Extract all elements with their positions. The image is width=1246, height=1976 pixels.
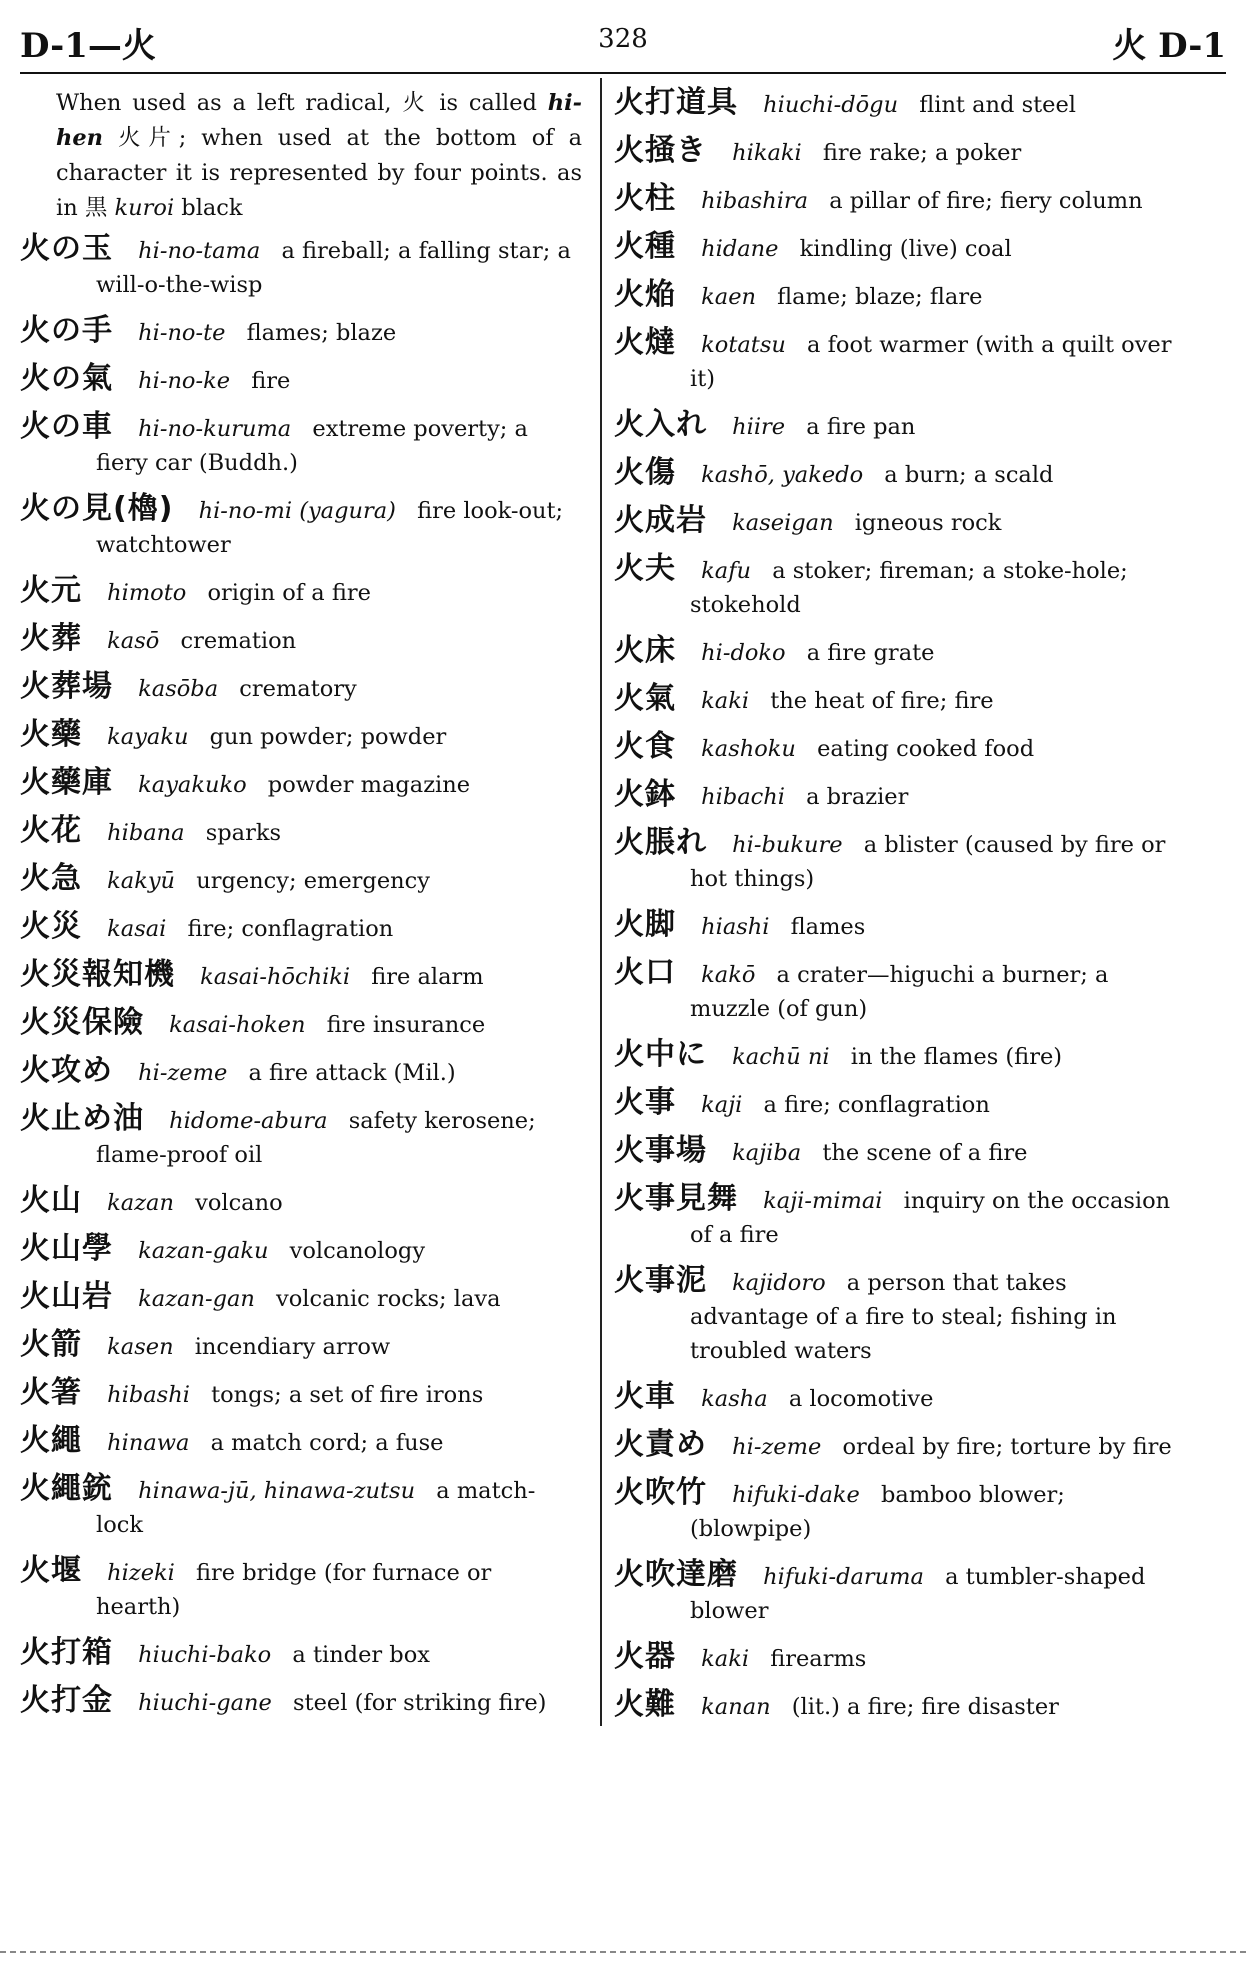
dictionary-entry bbox=[614, 134, 1180, 170]
intro-radical-name: hi-hen bbox=[56, 90, 583, 151]
entry-headword: 火柱 bbox=[614, 181, 676, 216]
intro-radical-kanji: 火片 bbox=[103, 125, 179, 151]
dictionary-entry bbox=[20, 670, 582, 706]
entry-reading: kakyū bbox=[107, 868, 176, 894]
entry-definition: volcano bbox=[195, 1190, 283, 1216]
dictionary-entry bbox=[614, 456, 1180, 492]
entry-reading: kakō bbox=[701, 962, 756, 988]
entry-headword: 火葬場 bbox=[20, 669, 113, 704]
header-right-section-marker: 火 D-1 bbox=[1112, 26, 1226, 66]
entry-headword: 火打道具 bbox=[614, 85, 738, 120]
intro-text: When used as a left radical, bbox=[56, 90, 403, 116]
entry-reading: kotatsu bbox=[701, 332, 786, 358]
entry-reading: kajidoro bbox=[732, 1270, 826, 1296]
dictionary-entry bbox=[614, 326, 1180, 396]
intro-example-kanji: 黒 bbox=[84, 195, 108, 221]
dictionary-entry bbox=[614, 552, 1180, 622]
entry-definition: powder magazine bbox=[267, 772, 471, 798]
entry-reading: kazan bbox=[107, 1190, 174, 1216]
entry-definition: extreme poverty; a fiery car (Buddh.) bbox=[96, 416, 528, 476]
entry-headword: 火山學 bbox=[20, 1231, 113, 1266]
entry-reading: hiire bbox=[732, 414, 786, 440]
intro-space bbox=[107, 195, 114, 221]
entry-headword: 火事場 bbox=[614, 1133, 707, 1168]
entry-definition: fire bridge (for furnace or hearth) bbox=[96, 1560, 492, 1620]
entry-headword: 火箸 bbox=[20, 1375, 82, 1410]
entry-headword: 火の玉 bbox=[20, 231, 113, 266]
dictionary-entry bbox=[20, 492, 582, 562]
entry-definition: a crater—higuchi a burner; a muzzle (of gun) bbox=[690, 962, 1109, 1022]
dictionary-entry bbox=[20, 1684, 582, 1720]
entry-definition: safety kerosene; flame-proof oil bbox=[96, 1108, 536, 1168]
entry-definition: a match-lock bbox=[96, 1478, 536, 1538]
entry-reading: kafu bbox=[701, 558, 752, 584]
entry-definition: firearms bbox=[770, 1646, 867, 1672]
entry-headword: 火事見舞 bbox=[614, 1181, 738, 1216]
entry-headword: 火事 bbox=[614, 1085, 676, 1120]
entry-reading: hikaki bbox=[732, 140, 802, 166]
entry-definition: igneous rock bbox=[854, 510, 1002, 536]
dictionary-entry bbox=[20, 1006, 582, 1042]
dictionary-entry bbox=[614, 634, 1180, 670]
entry-reading: hi-zeme bbox=[138, 1060, 228, 1086]
entry-headword: 火吹達磨 bbox=[614, 1557, 738, 1592]
entry-reading: hinawa-jū, hinawa-zutsu bbox=[138, 1478, 416, 1504]
dictionary-entry bbox=[614, 278, 1180, 314]
entry-reading: kayaku bbox=[107, 724, 189, 750]
entry-headword: 火夫 bbox=[614, 551, 676, 586]
intro-example-meaning: black bbox=[174, 195, 243, 221]
intro-example-reading: kuroi bbox=[114, 195, 175, 221]
dictionary-entry bbox=[614, 778, 1180, 814]
entry-headword: 火葬 bbox=[20, 621, 82, 656]
entry-headword: 火の氣 bbox=[20, 361, 113, 396]
entry-headword: 火打金 bbox=[20, 1683, 113, 1718]
dictionary-entry bbox=[614, 182, 1180, 218]
dictionary-entry bbox=[20, 862, 582, 898]
dictionary-entry bbox=[20, 314, 582, 350]
dictionary-entry bbox=[614, 1134, 1180, 1170]
entry-reading: kaki bbox=[701, 1646, 750, 1672]
dictionary-entry bbox=[20, 1636, 582, 1672]
entry-headword: 火脹れ bbox=[614, 825, 707, 860]
entry-definition: flame; blaze; flare bbox=[777, 284, 983, 310]
entry-headword: 火の見(櫓) bbox=[20, 491, 174, 526]
entry-headword: 火藥 bbox=[20, 717, 82, 752]
entry-reading: kajiba bbox=[732, 1140, 802, 1166]
entry-reading: kashō, yakedo bbox=[701, 462, 864, 488]
entry-headword: 火責め bbox=[614, 1427, 707, 1462]
entry-definition: origin of a fire bbox=[207, 580, 371, 606]
dictionary-entry bbox=[20, 718, 582, 754]
entry-headword: 火打箱 bbox=[20, 1635, 113, 1670]
entry-definition: (lit.) a fire; fire disaster bbox=[791, 1694, 1059, 1720]
dictionary-entry bbox=[614, 408, 1180, 444]
entry-headword: 火燵 bbox=[614, 325, 676, 360]
dictionary-entry bbox=[20, 622, 582, 658]
entry-reading: hibashira bbox=[701, 188, 809, 214]
entry-definition: bamboo blower; (blowpipe) bbox=[690, 1482, 1065, 1542]
left-column bbox=[20, 86, 582, 1732]
entry-reading: kaki bbox=[701, 688, 750, 714]
entry-reading: kachū ni bbox=[732, 1044, 830, 1070]
entry-reading: hidane bbox=[701, 236, 779, 262]
entry-headword: 火難 bbox=[614, 1687, 676, 1722]
dictionary-entry bbox=[20, 1472, 582, 1542]
dictionary-entry bbox=[614, 956, 1180, 1026]
entry-reading: kasai-hōchiki bbox=[200, 964, 351, 990]
entry-headword: 火繩銃 bbox=[20, 1471, 113, 1506]
entry-definition: ordeal by fire; torture by fire bbox=[842, 1434, 1172, 1460]
entry-definition: eating cooked food bbox=[817, 736, 1035, 762]
entry-headword: 火藥庫 bbox=[20, 765, 113, 800]
dictionary-entry bbox=[20, 1424, 582, 1460]
entry-reading: hibachi bbox=[701, 784, 785, 810]
right-column bbox=[614, 86, 1180, 1736]
entry-reading: himoto bbox=[107, 580, 187, 606]
entry-headword: 火箭 bbox=[20, 1327, 82, 1362]
entry-definition: a blister (caused by fire or hot things) bbox=[690, 832, 1166, 892]
entry-headword: 火災 bbox=[20, 909, 82, 944]
entry-definition: fire; conflagration bbox=[187, 916, 394, 942]
dictionary-entry bbox=[20, 766, 582, 802]
entry-headword: 火入れ bbox=[614, 407, 707, 442]
entry-reading: kaji bbox=[701, 1092, 743, 1118]
entry-definition: a match cord; a fuse bbox=[210, 1430, 444, 1456]
entry-definition: a person that takes advantage of a fire to steal; fishing in troubled waters bbox=[690, 1270, 1117, 1364]
dictionary-entry bbox=[20, 232, 582, 302]
entry-definition: sparks bbox=[205, 820, 282, 846]
entry-reading: kasōba bbox=[138, 676, 219, 702]
entry-headword: 火焔 bbox=[614, 277, 676, 312]
dictionary-entry bbox=[614, 1640, 1180, 1676]
entry-definition: a burn; a scald bbox=[884, 462, 1054, 488]
entry-definition: a fire attack (Mil.) bbox=[248, 1060, 456, 1086]
entry-definition: flames bbox=[790, 914, 866, 940]
dictionary-entry bbox=[614, 1086, 1180, 1122]
entry-headword: 火器 bbox=[614, 1639, 676, 1674]
entry-headword: 火攻め bbox=[20, 1053, 113, 1088]
entry-headword: 火成岩 bbox=[614, 503, 707, 538]
entry-definition: volcanic rocks; lava bbox=[276, 1286, 501, 1312]
dictionary-entry bbox=[20, 1054, 582, 1090]
intro-text: ; when used at the bottom of a character it is represented by four points. as in bbox=[56, 125, 582, 221]
dictionary-entry bbox=[20, 910, 582, 946]
entry-headword: 火災報知機 bbox=[20, 957, 175, 992]
entry-definition: flint and steel bbox=[919, 92, 1076, 118]
entry-headword: 火事泥 bbox=[614, 1263, 707, 1298]
entry-reading: hiuchi-dōgu bbox=[763, 92, 899, 118]
entry-definition: gun powder; powder bbox=[209, 724, 447, 750]
dictionary-entry bbox=[614, 826, 1180, 896]
entry-definition: urgency; emergency bbox=[196, 868, 430, 894]
entry-headword: 火吹竹 bbox=[614, 1475, 707, 1510]
entry-definition: fire rake; a poker bbox=[822, 140, 1022, 166]
entry-reading: hifuki-daruma bbox=[763, 1564, 924, 1590]
entry-headword: 火の手 bbox=[20, 313, 113, 348]
entry-definition: a locomotive bbox=[788, 1386, 934, 1412]
dictionary-entry bbox=[20, 1184, 582, 1220]
dictionary-entry bbox=[20, 1232, 582, 1268]
entry-reading: hizeki bbox=[107, 1560, 175, 1586]
entry-reading: kasen bbox=[107, 1334, 174, 1360]
dictionary-entry bbox=[614, 504, 1180, 540]
entry-headword: 火止め油 bbox=[20, 1101, 144, 1136]
intro-radical: 火 bbox=[402, 90, 429, 116]
entry-reading: kaen bbox=[701, 284, 757, 310]
entry-definition: tongs; a set of fire irons bbox=[211, 1382, 484, 1408]
header-left-section-marker: D-1—火 bbox=[20, 26, 156, 66]
page-number: 328 bbox=[598, 24, 648, 54]
entry-definition: a foot warmer (with a quilt over it) bbox=[690, 332, 1172, 392]
entry-headword: 火花 bbox=[20, 813, 82, 848]
entry-definition: flames; blaze bbox=[246, 320, 397, 346]
entry-definition: a brazier bbox=[806, 784, 909, 810]
dictionary-entry bbox=[614, 1038, 1180, 1074]
entry-headword: 火堰 bbox=[20, 1553, 82, 1588]
entry-reading: kazan-gan bbox=[138, 1286, 255, 1312]
entry-reading: hiuchi-bako bbox=[138, 1642, 272, 1668]
entry-definition: the heat of fire; fire bbox=[770, 688, 994, 714]
entry-reading: hi-no-te bbox=[138, 320, 226, 346]
entry-headword: 火食 bbox=[614, 729, 676, 764]
entry-reading: hi-zeme bbox=[732, 1434, 822, 1460]
entry-headword: 火車 bbox=[614, 1379, 676, 1414]
entry-reading: hi-no-tama bbox=[138, 238, 261, 264]
entry-headword: 火中に bbox=[614, 1037, 707, 1072]
column-divider bbox=[600, 78, 602, 1726]
entry-reading: hifuki-dake bbox=[732, 1482, 860, 1508]
entry-reading: kasō bbox=[107, 628, 160, 654]
entry-definition: the scene of a fire bbox=[822, 1140, 1028, 1166]
entry-headword: 火鉢 bbox=[614, 777, 676, 812]
dictionary-entry bbox=[614, 1380, 1180, 1416]
entry-reading: hiuchi-gane bbox=[138, 1690, 272, 1716]
entry-headword: 火の車 bbox=[20, 409, 113, 444]
entry-definition: fire insurance bbox=[326, 1012, 486, 1038]
entry-headword: 火元 bbox=[20, 573, 82, 608]
dictionary-entry bbox=[614, 86, 1180, 122]
dictionary-entry bbox=[614, 730, 1180, 766]
dictionary-entry bbox=[614, 1476, 1180, 1546]
entry-definition: volcanology bbox=[289, 1238, 426, 1264]
dictionary-entry bbox=[614, 908, 1180, 944]
dictionary-entry bbox=[20, 1554, 582, 1624]
entry-reading: hibana bbox=[107, 820, 185, 846]
intro-text: is called bbox=[428, 90, 548, 116]
entry-definition: kindling (live) coal bbox=[799, 236, 1012, 262]
entry-reading: kaji-mimai bbox=[763, 1188, 883, 1214]
entry-reading: hi-no-mi (yagura) bbox=[198, 498, 396, 524]
entry-definition: steel (for striking fire) bbox=[293, 1690, 547, 1716]
entry-reading: kasai bbox=[107, 916, 167, 942]
entry-headword: 火氣 bbox=[614, 681, 676, 716]
entry-definition: a fire pan bbox=[806, 414, 916, 440]
entry-definition: a tumbler-shaped blower bbox=[690, 1564, 1146, 1624]
dictionary-entry bbox=[614, 1688, 1180, 1724]
dictionary-entry bbox=[20, 574, 582, 610]
entry-headword: 火繩 bbox=[20, 1423, 82, 1458]
dictionary-entry bbox=[20, 410, 582, 480]
entry-headword: 火脚 bbox=[614, 907, 676, 942]
left-entry-list bbox=[20, 232, 582, 1720]
dictionary-entry bbox=[614, 1182, 1180, 1252]
page-bottom-edge bbox=[0, 1951, 1246, 1954]
entry-definition: in the flames (fire) bbox=[850, 1044, 1063, 1070]
entry-reading: hi-no-kuruma bbox=[138, 416, 292, 442]
dictionary-entry bbox=[614, 1558, 1180, 1628]
dictionary-entry bbox=[614, 1428, 1180, 1464]
dictionary-entry bbox=[20, 1280, 582, 1316]
entry-definition: inquiry on the occasion of a fire bbox=[690, 1188, 1171, 1248]
entry-headword: 火種 bbox=[614, 229, 676, 264]
entry-headword: 火災保險 bbox=[20, 1005, 144, 1040]
dictionary-entry bbox=[614, 230, 1180, 266]
dictionary-entry bbox=[20, 362, 582, 398]
entry-definition: fire alarm bbox=[371, 964, 484, 990]
entry-definition: incendiary arrow bbox=[194, 1334, 391, 1360]
entry-reading: hi-bukure bbox=[732, 832, 843, 858]
entry-reading: kanan bbox=[701, 1694, 771, 1720]
entry-reading: hi-doko bbox=[701, 640, 786, 666]
page-header bbox=[20, 18, 1226, 68]
dictionary-entry bbox=[20, 1328, 582, 1364]
header-rule bbox=[20, 72, 1226, 74]
entry-definition: a tinder box bbox=[292, 1642, 430, 1668]
entry-reading: kaseigan bbox=[732, 510, 834, 536]
radical-intro bbox=[20, 86, 582, 226]
entry-headword: 火口 bbox=[614, 955, 676, 990]
entry-reading: kashoku bbox=[701, 736, 796, 762]
dictionary-entry bbox=[20, 1376, 582, 1412]
entry-reading: kayakuko bbox=[138, 772, 247, 798]
entry-definition: a pillar of fire; fiery column bbox=[829, 188, 1143, 214]
dictionary-entry bbox=[20, 958, 582, 994]
dictionary-entry bbox=[614, 682, 1180, 718]
entry-definition: fire look-out; watchtower bbox=[96, 498, 564, 558]
dictionary-entry bbox=[20, 814, 582, 850]
entry-definition: cremation bbox=[180, 628, 297, 654]
entry-reading: hiashi bbox=[701, 914, 770, 940]
entry-definition: a stoker; fireman; a stoke-hole; stokehold bbox=[690, 558, 1128, 618]
entry-definition: crematory bbox=[239, 676, 357, 702]
entry-definition: a fireball; a falling star; a will-o-the-wisp bbox=[96, 238, 571, 298]
entry-reading: hibashi bbox=[107, 1382, 190, 1408]
entry-definition: a fire grate bbox=[806, 640, 935, 666]
entry-reading: hi-no-ke bbox=[138, 368, 231, 394]
entry-headword: 火急 bbox=[20, 861, 82, 896]
entry-definition: fire bbox=[251, 368, 291, 394]
dictionary-entry bbox=[614, 1264, 1180, 1368]
entry-reading: kasha bbox=[701, 1386, 768, 1412]
entry-headword: 火床 bbox=[614, 633, 676, 668]
entry-reading: kasai-hoken bbox=[169, 1012, 306, 1038]
entry-headword: 火山岩 bbox=[20, 1279, 113, 1314]
entry-reading: hinawa bbox=[107, 1430, 190, 1456]
entry-headword: 火掻き bbox=[614, 133, 707, 168]
right-entry-list bbox=[614, 86, 1180, 1724]
entry-headword: 火山 bbox=[20, 1183, 82, 1218]
entry-definition: a fire; conflagration bbox=[763, 1092, 990, 1118]
dictionary-entry bbox=[20, 1102, 582, 1172]
entry-reading: kazan-gaku bbox=[138, 1238, 269, 1264]
entry-reading: hidome-abura bbox=[169, 1108, 328, 1134]
entry-headword: 火傷 bbox=[614, 455, 676, 490]
